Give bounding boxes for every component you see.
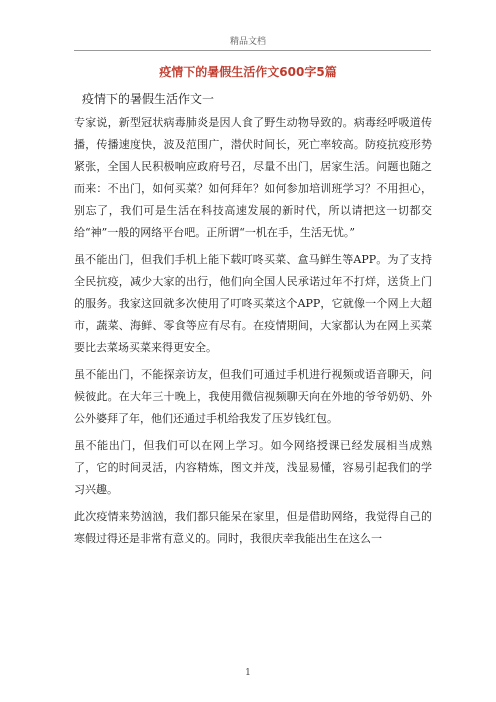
document-title: 疫情下的暑假生活作文600字5篇	[159, 65, 337, 79]
page-header-label: 精品文档	[229, 37, 266, 47]
paragraph: 虽不能出门，但我们可以在网上学习。如今网络授课已经发展相当成熟了，它的时间灵活，内容精炼，图文并茂，浅显易懂，容易引起我们的学习兴趣。	[74, 439, 432, 496]
section-subtitle: 疫情下的暑假生活作文一	[82, 92, 215, 106]
header-divider	[74, 50, 431, 51]
paragraph: 虽不能出门，但我们手机上能下载叮咚买菜、盒马鲜生等APP。为了支持全民抗疫，减少大家的出行，他们向全国人民承诺过年不打烊，送货上门的服务。我家这回就多次使用了叮咚买菜这个APP，它就像一个网上大超市，蔬菜、海鲜、零食等应有尽有。在疫情期间，大家都认为在网上买菜要比去菜场买菜来得更安全。	[74, 253, 432, 354]
page-number: 1	[245, 668, 251, 678]
document-body	[74, 90, 432, 555]
paragraph: 此次疫情来势汹汹，我们都只能呆在家里，但是借助网络，我觉得自己的寒假过得还是非常有意义的。同时，我很庆幸我能出生在这么一	[74, 510, 432, 545]
paragraph: 专家说，新型冠状病毒肺炎是因人食了野生动物导致的。病毒经呼吸道传播，传播速度快，波及范围广，潜伏时间长，死亡率较高。防疫抗疫形势紧张，全国人民积极响应政府号召，尽量不出门，居家生活。问题也随之而来：不出门，如何买菜？如何拜年？如何参加培训班学习？不用担心，别忘了，我们可是生活在科技高速发展的新时代，所以请把这一切都交给“神”一般的网络平台吧。正所谓“一机在手，生活无忧。”	[74, 116, 432, 239]
paragraph: 虽不能出门，不能探亲访友，但我们可通过手机进行视频或语音聊天，问候彼此。在大年三十晚上，我使用微信视频聊天向在外地的爷爷奶奶、外公外婆拜了年，他们还通过手机给我发了压岁钱红包。	[74, 368, 432, 425]
